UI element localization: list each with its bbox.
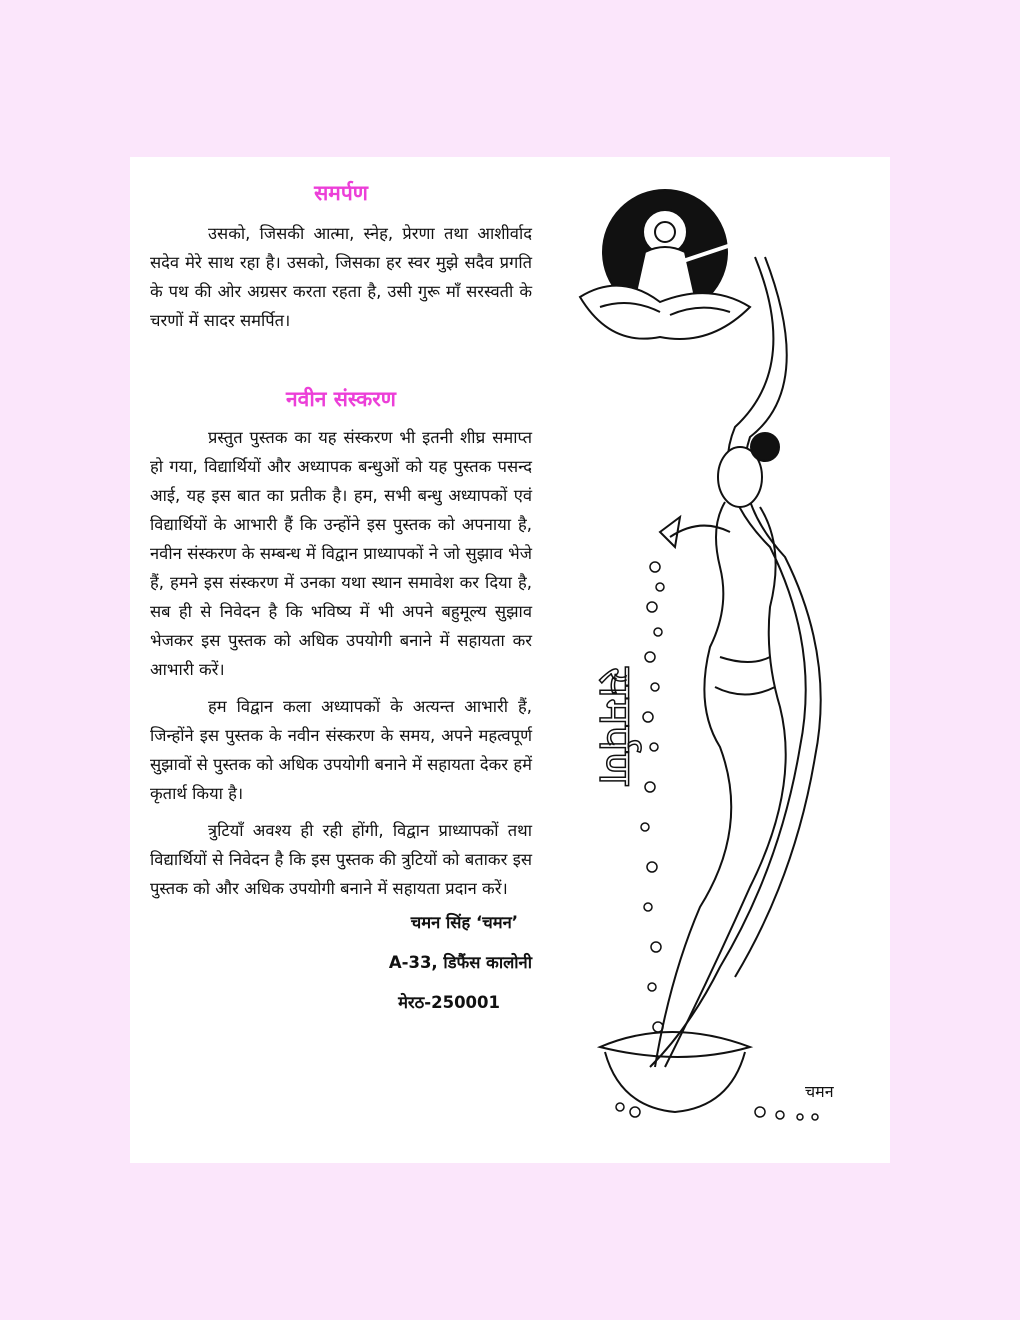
diya-lamp	[600, 1032, 750, 1112]
author-name: चमन सिंह ‘चमन’	[410, 913, 518, 932]
saraswati-illustration	[560, 187, 860, 1147]
new-edition-paragraph-3: त्रुटियाँ अवश्य ही रही होंगी, विद्वान प्राध्यापकों तथा विद्यार्थियों से निवेदन है कि इस पुस्तक की त्रुटियों को बताकर इस पुस्तक को और अधिक उपयोगी बनाने में सहायता प्रदान करें।	[150, 821, 532, 898]
new-edition-title: नवीन संस्करण	[285, 387, 396, 411]
signature-block	[150, 903, 532, 1023]
new-edition-paragraph-1: प्रस्तुत पुस्तक का यह संस्करण भी इतनी शीघ्र समाप्त हो गया, विद्यार्थियों और अध्यापक बन्धुओं को यह पुस्तक पसन्द आई, यह इस बात का प्रतीक है। हम, सभी बन्धु अध्यापकों एवं विद्यार्थियों के आभारी हैं कि उन्होंने इस पुस्तक को अपनाया है, नवीन संस्करण के सम्बन्ध में विद्वान प्राध्यापकों ने जो सुझाव भेजे हैं, हमने इस संस्करण में उनका यथा स्थान समावेश कर दिया है, सब ही से निवेदन है कि भविष्य में भी अपने बहुमूल्य सुझाव भेजकर इस पुस्तक को अधिक उपयोगी बनाने में सहायता कर आभारी करें।	[150, 428, 532, 679]
new-edition-paragraph-2: हम विद्वान कला अध्यापकों के अत्यन्त आभारी हैं, जिन्होंने इस पुस्तक के नवीन संस्करण के समय, अपने महत्वपूर्ण सुझावों से पुस्तक को अधिक उपयोगी बनाने में सहायता देकर हमें कृतार्थ किया है।	[150, 697, 532, 803]
text-column	[150, 179, 532, 1023]
vertical-lettering: समर्पण	[589, 667, 643, 785]
artist-signature: चमन	[805, 1082, 834, 1101]
saraswati-medallion	[580, 190, 750, 339]
dedication-title: समर्पण	[314, 181, 368, 205]
book-page	[130, 157, 890, 1163]
woman-figure	[655, 433, 786, 1067]
author-address: A-33, डिफैंस कालोनी	[388, 953, 532, 972]
dedication-paragraph: उसको, जिसकी आत्मा, स्नेह, प्रेरणा तथा आशीर्वाद सदेव मेरे साथ रहा है। उसको, जिसका हर स्वर मुझे सदैव प्रगति के पथ की ओर अग्रसर करता रहता है, उसी गुरू माँ सरस्वती के चरणों में सादर समर्पित।	[150, 224, 532, 330]
author-city: मेरठ-250001	[398, 993, 500, 1012]
flowing-stream	[650, 257, 806, 1067]
